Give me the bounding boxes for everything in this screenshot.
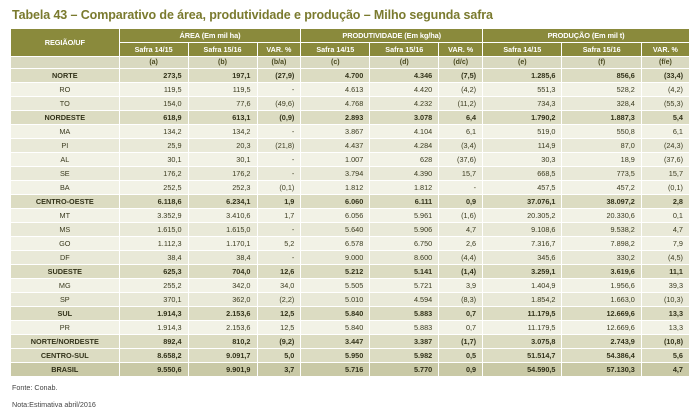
cell-value: 1.956,6	[562, 279, 641, 293]
table-row	[11, 139, 690, 153]
cell-value: (11,2)	[439, 97, 483, 111]
cell-value: 9.901,9	[188, 363, 257, 377]
cell-value: 39,3	[641, 279, 689, 293]
cell-value: 1.285,6	[483, 69, 562, 83]
cell-value: 1.914,3	[119, 321, 188, 335]
header-sub-3: Safra 14/15	[301, 43, 370, 57]
cell-value: 5,2	[257, 237, 301, 251]
cell-value: 11,1	[641, 265, 689, 279]
cell-value: 1.790,2	[483, 111, 562, 125]
cell-value: 38.097,2	[562, 195, 641, 209]
cell-value: 38,4	[188, 251, 257, 265]
cell-value: 1.663,0	[562, 293, 641, 307]
cell-value: 528,2	[562, 83, 641, 97]
table-row	[11, 349, 690, 363]
row-label: NORTE/NORDESTE	[11, 335, 120, 349]
cell-value: 3.410,6	[188, 209, 257, 223]
cell-value: 4.437	[301, 139, 370, 153]
cell-value: 9.091,7	[188, 349, 257, 363]
cell-value: 1.007	[301, 153, 370, 167]
cell-value: 154,0	[119, 97, 188, 111]
cell-value: 4.613	[301, 83, 370, 97]
row-label: NORDESTE	[11, 111, 120, 125]
header-letter-0: (a)	[119, 57, 188, 69]
cell-value: 2.153,6	[188, 307, 257, 321]
cell-value: 30,1	[188, 153, 257, 167]
cell-value: 1,7	[257, 209, 301, 223]
row-label: SP	[11, 293, 120, 307]
cell-value: 0,5	[439, 349, 483, 363]
cell-value: 9.550,6	[119, 363, 188, 377]
cell-value: 20.330,6	[562, 209, 641, 223]
row-label: RO	[11, 83, 120, 97]
table-row	[11, 335, 690, 349]
cell-value: 1.615,0	[119, 223, 188, 237]
cell-value: 57.130,3	[562, 363, 641, 377]
cell-value: (49,6)	[257, 97, 301, 111]
table-row	[11, 209, 690, 223]
cell-value: 5,4	[641, 111, 689, 125]
cell-value: 34,0	[257, 279, 301, 293]
table-row	[11, 111, 690, 125]
cell-value: 6.578	[301, 237, 370, 251]
row-label: AL	[11, 153, 120, 167]
cell-value: (24,3)	[641, 139, 689, 153]
table-row	[11, 195, 690, 209]
cell-value: 3.619,6	[562, 265, 641, 279]
cell-value: 12,5	[257, 321, 301, 335]
cell-value: 1.170,1	[188, 237, 257, 251]
cell-value: -	[257, 167, 301, 181]
header-sub-7: Safra 15/16	[562, 43, 641, 57]
cell-value: 13,3	[641, 307, 689, 321]
cell-value: 5.141	[370, 265, 439, 279]
cell-value: 2.743,9	[562, 335, 641, 349]
cell-value: 77,6	[188, 97, 257, 111]
header-regiao: REGIÃO/UF	[11, 29, 120, 57]
row-label: MG	[11, 279, 120, 293]
table-row	[11, 153, 690, 167]
cell-value: 4.700	[301, 69, 370, 83]
cell-value: 5.770	[370, 363, 439, 377]
cell-value: 15,7	[439, 167, 483, 181]
header-letter-4: (d)	[370, 57, 439, 69]
cell-value: 625,3	[119, 265, 188, 279]
cell-value: 345,6	[483, 251, 562, 265]
cell-value: (27,9)	[257, 69, 301, 83]
cell-value: 87,0	[562, 139, 641, 153]
cell-value: 362,0	[188, 293, 257, 307]
cell-value: 11.179,5	[483, 321, 562, 335]
header-sub-1: Safra 15/16	[188, 43, 257, 57]
row-label: PI	[11, 139, 120, 153]
row-label: NORTE	[11, 69, 120, 83]
table-row	[11, 69, 690, 83]
table-row	[11, 321, 690, 335]
cell-value: 54.386,4	[562, 349, 641, 363]
cell-value: 3.075,8	[483, 335, 562, 349]
cell-value: 4.594	[370, 293, 439, 307]
cell-value: 1.914,3	[119, 307, 188, 321]
cell-value: 5,6	[641, 349, 689, 363]
header-sub-4: Safra 15/16	[370, 43, 439, 57]
header-letter-6: (e)	[483, 57, 562, 69]
cell-value: 273,5	[119, 69, 188, 83]
cell-value: 5.640	[301, 223, 370, 237]
cell-value: -	[257, 125, 301, 139]
cell-value: (2,2)	[257, 293, 301, 307]
cell-value: 119,5	[119, 83, 188, 97]
cell-value: 4,7	[641, 223, 689, 237]
cell-value: -	[257, 223, 301, 237]
cell-value: 5.883	[370, 321, 439, 335]
cell-value: 330,2	[562, 251, 641, 265]
cell-value: (4,5)	[641, 251, 689, 265]
cell-value: 134,2	[188, 125, 257, 139]
cell-value: 9.000	[301, 251, 370, 265]
header-letter-regiao	[11, 57, 120, 69]
cell-value: 13,3	[641, 321, 689, 335]
cell-value: 734,3	[483, 97, 562, 111]
row-label: TO	[11, 97, 120, 111]
cell-value: 4.768	[301, 97, 370, 111]
header-letter-2: (b/a)	[257, 57, 301, 69]
cell-value: 7.316,7	[483, 237, 562, 251]
cell-value: 5.840	[301, 307, 370, 321]
cell-value: 15,7	[641, 167, 689, 181]
cell-value: 4,7	[439, 223, 483, 237]
row-label: BA	[11, 181, 120, 195]
cell-value: (8,3)	[439, 293, 483, 307]
cell-value: 5,0	[257, 349, 301, 363]
cell-value: (9,2)	[257, 335, 301, 349]
cell-value: 4.420	[370, 83, 439, 97]
cell-value: 176,2	[119, 167, 188, 181]
cell-value: 550,8	[562, 125, 641, 139]
comparative-table	[10, 28, 690, 377]
cell-value: 5.212	[301, 265, 370, 279]
cell-value: 856,6	[562, 69, 641, 83]
row-label: GO	[11, 237, 120, 251]
cell-value: 9.108,6	[483, 223, 562, 237]
cell-value: 197,1	[188, 69, 257, 83]
cell-value: 5.906	[370, 223, 439, 237]
table-row	[11, 265, 690, 279]
cell-value: 37.076,1	[483, 195, 562, 209]
cell-value: 3,9	[439, 279, 483, 293]
header-group-producao: PRODUÇÃO (Em mil t)	[483, 29, 690, 43]
estimate-note: Nota:Estimativa abril/2016	[12, 400, 96, 409]
header-sub-2: VAR. %	[257, 43, 301, 57]
cell-value: (10,8)	[641, 335, 689, 349]
cell-value: 328,4	[562, 97, 641, 111]
cell-value: (1,4)	[439, 265, 483, 279]
cell-value: 114,9	[483, 139, 562, 153]
cell-value: 4.346	[370, 69, 439, 83]
row-label: MT	[11, 209, 120, 223]
cell-value: 342,0	[188, 279, 257, 293]
table-row	[11, 125, 690, 139]
row-label: SUDESTE	[11, 265, 120, 279]
cell-value: 0,9	[439, 363, 483, 377]
cell-value: 1.812	[301, 181, 370, 195]
cell-value: -	[439, 181, 483, 195]
cell-value: 3.794	[301, 167, 370, 181]
cell-value: -	[257, 251, 301, 265]
header-letter-5: (d/c)	[439, 57, 483, 69]
cell-value: 1.854,2	[483, 293, 562, 307]
cell-value: 618,9	[119, 111, 188, 125]
table-row	[11, 279, 690, 293]
table-header-groups	[11, 29, 690, 43]
row-label: BRASIL	[11, 363, 120, 377]
cell-value: 6,1	[439, 125, 483, 139]
cell-value: 12,6	[257, 265, 301, 279]
cell-value: 252,3	[188, 181, 257, 195]
cell-value: (21,8)	[257, 139, 301, 153]
row-label: DF	[11, 251, 120, 265]
header-group-produtividade: PRODUTIVIDADE (Em kg/ha)	[301, 29, 483, 43]
cell-value: 5.883	[370, 307, 439, 321]
cell-value: -	[257, 153, 301, 167]
cell-value: 2,6	[439, 237, 483, 251]
row-label: SUL	[11, 307, 120, 321]
cell-value: 12.669,6	[562, 321, 641, 335]
cell-value: 5.721	[370, 279, 439, 293]
cell-value: 252,5	[119, 181, 188, 195]
cell-value: (4,2)	[439, 83, 483, 97]
header-letter-7: (f)	[562, 57, 641, 69]
cell-value: 892,4	[119, 335, 188, 349]
cell-value: 7,9	[641, 237, 689, 251]
cell-value: 8.600	[370, 251, 439, 265]
cell-value: 1.615,0	[188, 223, 257, 237]
cell-value: 0,1	[641, 209, 689, 223]
cell-value: 519,0	[483, 125, 562, 139]
cell-value: 30,3	[483, 153, 562, 167]
cell-value: 5.505	[301, 279, 370, 293]
cell-value: 6,1	[641, 125, 689, 139]
cell-value: 6,4	[439, 111, 483, 125]
row-label: MA	[11, 125, 120, 139]
cell-value: 704,0	[188, 265, 257, 279]
cell-value: 2,8	[641, 195, 689, 209]
cell-value: 4.390	[370, 167, 439, 181]
cell-value: 0,7	[439, 307, 483, 321]
cell-value: 4.284	[370, 139, 439, 153]
cell-value: 6.111	[370, 195, 439, 209]
table-row	[11, 363, 690, 377]
row-label: MS	[11, 223, 120, 237]
cell-value: (1,6)	[439, 209, 483, 223]
cell-value: 0,7	[439, 321, 483, 335]
header-letter-1: (b)	[188, 57, 257, 69]
cell-value: 11.179,5	[483, 307, 562, 321]
cell-value: 255,2	[119, 279, 188, 293]
cell-value: 30,1	[119, 153, 188, 167]
cell-value: (55,3)	[641, 97, 689, 111]
header-letter-8: (f/e)	[641, 57, 689, 69]
source-note: Fonte: Conab.	[12, 383, 58, 392]
cell-value: 457,2	[562, 181, 641, 195]
cell-value: 3.078	[370, 111, 439, 125]
cell-value: 6.060	[301, 195, 370, 209]
cell-value: 3.352,9	[119, 209, 188, 223]
cell-value: (0,9)	[257, 111, 301, 125]
cell-value: 0,9	[439, 195, 483, 209]
cell-value: -	[257, 83, 301, 97]
cell-value: 370,1	[119, 293, 188, 307]
table-row	[11, 237, 690, 251]
cell-value: (33,4)	[641, 69, 689, 83]
cell-value: (4,4)	[439, 251, 483, 265]
row-label: PR	[11, 321, 120, 335]
cell-value: 9.538,2	[562, 223, 641, 237]
row-label: CENTRO-OESTE	[11, 195, 120, 209]
page-title: Tabela 43 – Comparativo de área, produtividade e produção – Milho segunda safra	[12, 8, 493, 22]
cell-value: 5.961	[370, 209, 439, 223]
cell-value: 5.982	[370, 349, 439, 363]
cell-value: 3,7	[257, 363, 301, 377]
table-row	[11, 167, 690, 181]
cell-value: 20.305,2	[483, 209, 562, 223]
cell-value: 4.232	[370, 97, 439, 111]
cell-value: 134,2	[119, 125, 188, 139]
cell-value: 6.234,1	[188, 195, 257, 209]
cell-value: 12,5	[257, 307, 301, 321]
header-sub-5: VAR. %	[439, 43, 483, 57]
cell-value: 25,9	[119, 139, 188, 153]
cell-value: 7.898,2	[562, 237, 641, 251]
cell-value: 3.447	[301, 335, 370, 349]
table-row	[11, 83, 690, 97]
cell-value: 6.750	[370, 237, 439, 251]
cell-value: 4.104	[370, 125, 439, 139]
cell-value: 2.893	[301, 111, 370, 125]
table-row	[11, 293, 690, 307]
cell-value: (3,4)	[439, 139, 483, 153]
cell-value: 38,4	[119, 251, 188, 265]
table-row	[11, 97, 690, 111]
table-row	[11, 223, 690, 237]
cell-value: 12.669,6	[562, 307, 641, 321]
header-group-area: ÁREA (Em mil ha)	[119, 29, 301, 43]
cell-value: 2.153,6	[188, 321, 257, 335]
cell-value: 20,3	[188, 139, 257, 153]
cell-value: (10,3)	[641, 293, 689, 307]
cell-value: 5.010	[301, 293, 370, 307]
cell-value: (37,6)	[439, 153, 483, 167]
cell-value: 54.590,5	[483, 363, 562, 377]
cell-value: (0,1)	[641, 181, 689, 195]
cell-value: 176,2	[188, 167, 257, 181]
cell-value: (1,7)	[439, 335, 483, 349]
header-letter-3: (c)	[301, 57, 370, 69]
header-sub-8: VAR. %	[641, 43, 689, 57]
cell-value: 119,5	[188, 83, 257, 97]
row-label: CENTRO-SUL	[11, 349, 120, 363]
cell-value: 773,5	[562, 167, 641, 181]
cell-value: 5.840	[301, 321, 370, 335]
table-header-letters	[11, 57, 690, 69]
cell-value: 551,3	[483, 83, 562, 97]
cell-value: 3.387	[370, 335, 439, 349]
cell-value: 668,5	[483, 167, 562, 181]
cell-value: 3.259,1	[483, 265, 562, 279]
row-label: SE	[11, 167, 120, 181]
cell-value: 1.812	[370, 181, 439, 195]
cell-value: 613,1	[188, 111, 257, 125]
cell-value: (7,5)	[439, 69, 483, 83]
cell-value: 1,9	[257, 195, 301, 209]
table-row	[11, 181, 690, 195]
cell-value: (0,1)	[257, 181, 301, 195]
cell-value: 1.887,3	[562, 111, 641, 125]
cell-value: 457,5	[483, 181, 562, 195]
table-body	[11, 69, 690, 377]
table-row	[11, 307, 690, 321]
cell-value: (37,6)	[641, 153, 689, 167]
cell-value: 51.514,7	[483, 349, 562, 363]
cell-value: 5.716	[301, 363, 370, 377]
cell-value: 5.950	[301, 349, 370, 363]
header-sub-0: Safra 14/15	[119, 43, 188, 57]
cell-value: 3.867	[301, 125, 370, 139]
cell-value: 628	[370, 153, 439, 167]
cell-value: 4,7	[641, 363, 689, 377]
cell-value: 810,2	[188, 335, 257, 349]
cell-value: 1.112,3	[119, 237, 188, 251]
cell-value: 6.118,6	[119, 195, 188, 209]
cell-value: (4,2)	[641, 83, 689, 97]
cell-value: 18,9	[562, 153, 641, 167]
cell-value: 1.404,9	[483, 279, 562, 293]
table-row	[11, 251, 690, 265]
cell-value: 6.056	[301, 209, 370, 223]
cell-value: 8.658,2	[119, 349, 188, 363]
header-sub-6: Safra 14/15	[483, 43, 562, 57]
